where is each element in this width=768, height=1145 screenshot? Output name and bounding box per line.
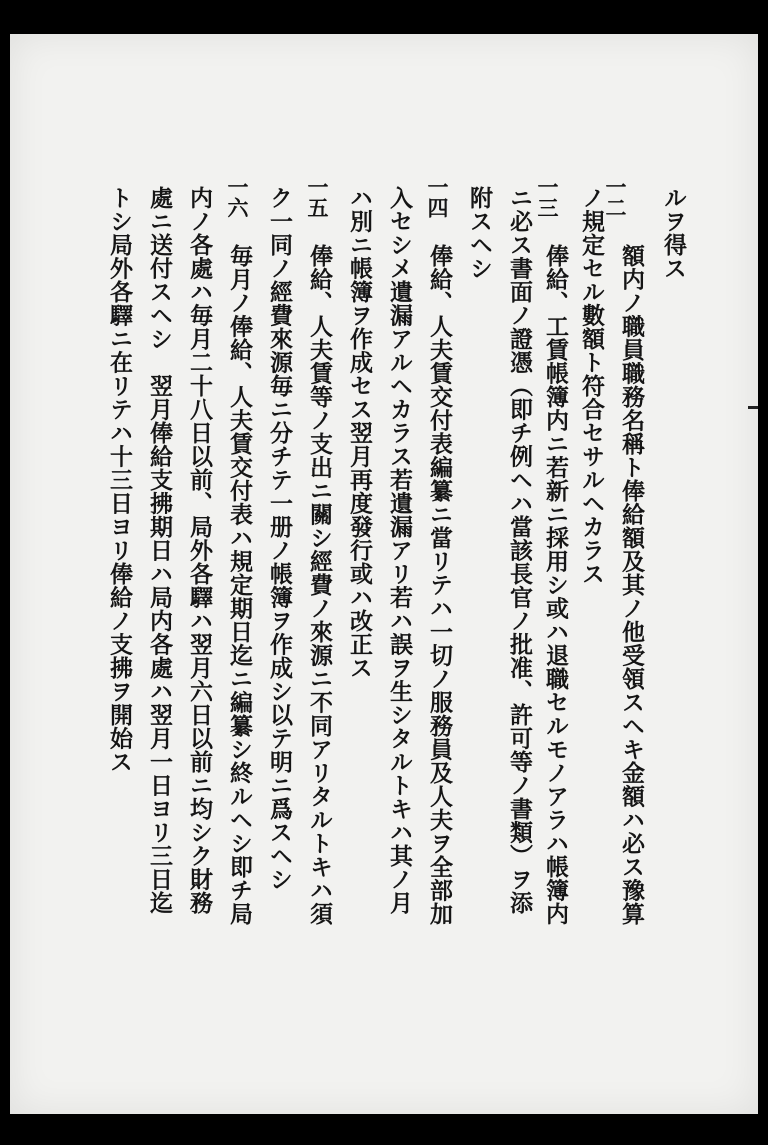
col-6-text: 俸給、人夫賃交付表編纂ニ當リテハ一切ノ服務員及人夫ヲ全部加: [426, 244, 453, 926]
document-page: [10, 34, 758, 1114]
col-9-text: 俸給、人夫賃等ノ支出ニ關シ經費ノ來源ニ不同アリタルトキハ須: [306, 244, 333, 926]
col-1-number: 一二: [603, 176, 628, 218]
col-14-text: トシ局外各驛ニ在リテハ十三日ヨリ俸給ノ支拂ヲ開始ス: [106, 186, 133, 774]
col-4-text: ニ必ス書面ノ證憑（即チ例ヘハ當該長官ノ批准、許可等ノ書類）ヲ添: [506, 186, 533, 915]
col-5-text: 附スヘシ: [466, 186, 493, 280]
col-8-text: ハ別ニ帳簿ヲ作成セス翌月再度發行或ハ改正ス: [346, 186, 373, 680]
col-11-number: 一六: [225, 176, 250, 218]
col-10-text: ク一同ノ經費來源毎ニ分チテ一册ノ帳簿ヲ作成シ以テ明ニ爲スヘシ: [266, 186, 293, 891]
col-13-text: 處ニ送付スヘシ 翌月俸給支拂期日ハ局内各處ハ翌月一日ヨリ三日迄: [146, 186, 173, 915]
col-9-number: 一五: [305, 176, 330, 218]
col-12-text: 内ノ各處ハ毎月二十八日以前、局外各驛ハ翌月六日以前ニ均シク財務: [186, 186, 213, 915]
col-1-text: 額内ノ職員職務名稱ト俸給額及其ノ他受領スヘキ金額ハ必ス豫算: [618, 244, 645, 926]
col-11-text: 毎月ノ俸給、人夫賃交付表ハ規定期日迄ニ編纂シ終ルヘシ即チ局: [226, 244, 253, 926]
margin-mark: [748, 406, 758, 409]
col-7-text: 入セシメ遺漏アルヘカラス若遺漏アリ若ハ誤ヲ生シタルトキハ其ノ月: [386, 186, 413, 915]
col-6-number: 一四: [425, 176, 450, 218]
col-2-text: ノ規定セル數額ト符合セサルヘカラス: [578, 186, 605, 586]
col-3-text: 俸給、工賃帳簿内ニ若新ニ採用シ或ハ退職セルモノアラハ帳簿内: [542, 244, 569, 926]
col-3-number: 一三: [535, 176, 560, 218]
col-0-text: ルヲ得ス: [660, 186, 687, 280]
